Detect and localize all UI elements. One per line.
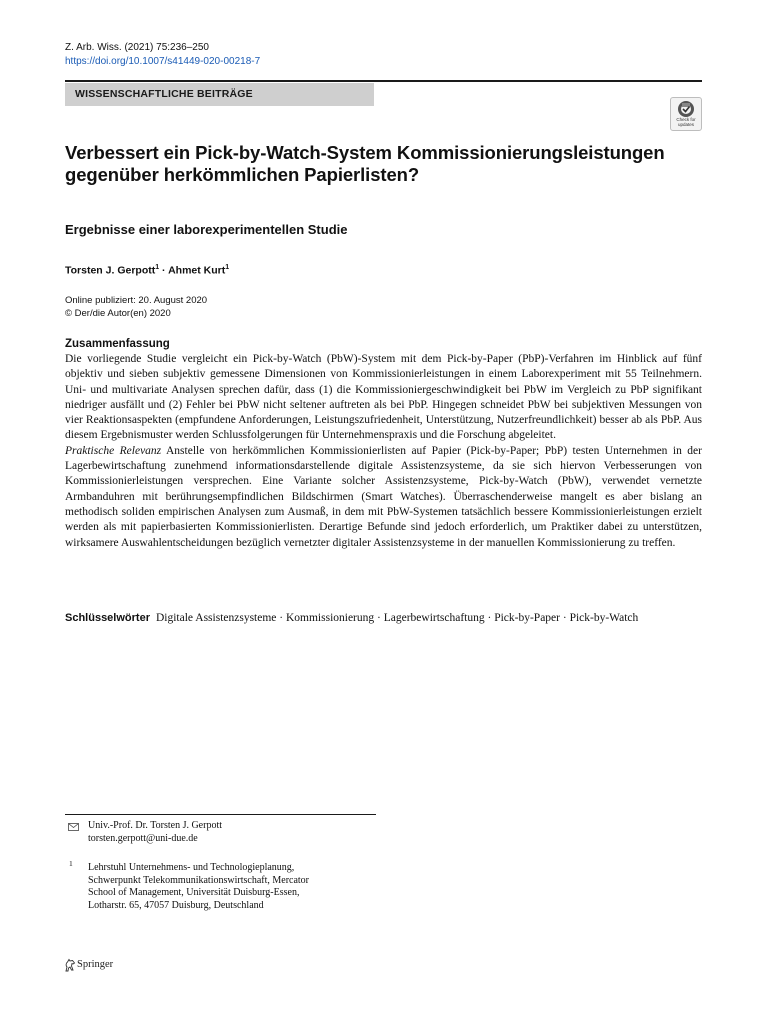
section-banner bbox=[65, 83, 374, 106]
abstract-text: Die vorliegende Studie vergleicht ein Pick-by-Watch (PbW)-System mit dem Pick-by-Paper (PbP)-Verfahren im Hinblick auf fünf objektiv und sieben subjektiv gemessene Dimensionen von Kommissionierleistungen in einem Laborexperiment mit 55 Teilnehmern. Uni- und multivariate Analysen sprechen dafür, dass (1) die Kommissioniergeschwindigkeit bei PbW im Vergleich zu PbP signifikant niedriger ausfällt und (2) Fehler bei PbW nicht seltener auftreten als bei PbP. Hingegen schneidet PbW bei subjektiven Messungen von vier Reaktionsaspekten (empfundene Anforderungen, Leistungszufriedenheit, Unterstützung, Nutzerfreundlichkeit) besser ab als PbP. Aus diesem Ergebnismuster werden Schlussfolgerungen für Unternehmenspraxis und die Forschung abgeleitet. bbox=[65, 353, 702, 442]
keywords-label: Schlüsselwörter bbox=[65, 612, 150, 624]
author-name: Torsten J. Gerpott bbox=[65, 264, 156, 277]
keywords bbox=[65, 611, 725, 626]
author-separator: · bbox=[159, 264, 169, 277]
author-list bbox=[65, 264, 229, 277]
practical-relevance-text: Anstelle von herkömmlichen Kommissionierlisten auf Papier (Pick-by-Paper; PbP) testen Unternehmen in der Lagerbewirtschaftung zunehmend informationsdarstellende digitale Assistenzsysteme, da sie sich hiervon Verbesserungen von Kommissionierleistungen versprechen. Eine Variante solcher Assistenzsysteme, Pick-by-Watch (PbW), verwendet vernetzte Armbanduhren mit berührungsempfindlichen Bildschirmen (Smart Watches). Überraschenderweise mangelt es aber bislang an methodisch soliden empirischen Analysen zum Ausmaß, in dem mit PbW-Systemen tatsächlich bessere Kommissionierleistungen erzielt werden als mit papierbasierten Kommissionierlisten. Derartige Befunde sind jedoch erforderlich, um Praktiker dabei zu unterstützen, wirksamere Auswahlentscheidungen bezüglich vernetzter digitaler Assistenzsysteme in der manuellen Kommissionierung zu treffen. bbox=[65, 444, 702, 549]
section-label: WISSENSCHAFTLICHE BEITRÄGE bbox=[75, 88, 253, 100]
author-name: Ahmet Kurt bbox=[168, 264, 226, 277]
abstract-body bbox=[65, 352, 702, 551]
doi-link[interactable]: https://doi.org/10.1007/s41449-020-00218-7 bbox=[65, 56, 261, 67]
affiliation-marker: 1 bbox=[225, 264, 230, 271]
publication-date: Online publiziert: 20. August 2020 bbox=[65, 295, 208, 306]
check-for-updates-badge[interactable] bbox=[670, 97, 702, 131]
article-subtitle: Ergebnisse einer laborexperimentellen Studie bbox=[65, 222, 348, 237]
affiliation-line: Lotharstr. 65, 47057 Duisburg, Deutschland bbox=[88, 899, 264, 911]
contact-name: Univ.-Prof. Dr. Torsten J. Gerpott bbox=[88, 820, 223, 831]
crossmark-icon bbox=[676, 100, 696, 118]
practical-relevance-label: Praktische Relevanz bbox=[65, 444, 162, 457]
publisher-name: Springer bbox=[77, 959, 114, 970]
footnote-divider bbox=[65, 814, 376, 815]
contact-email[interactable]: torsten.gerpott@uni-due.de bbox=[88, 833, 198, 844]
practical-relevance bbox=[65, 444, 702, 551]
springer-horse-icon bbox=[64, 958, 76, 972]
affiliation-line: Lehrstuhl Unternehmens- und Technologieplanung, bbox=[88, 862, 295, 873]
affiliation-line: School of Management, Universität Duisburg-Essen, bbox=[88, 887, 300, 899]
journal-reference: Z. Arb. Wiss. (2021) 75:236–250 bbox=[65, 42, 209, 53]
affiliation-line: Schwerpunkt Telekommunikationswirtschaft, Mercator bbox=[88, 874, 310, 886]
header-divider bbox=[65, 80, 702, 82]
crossmark-label: Check for updates bbox=[676, 117, 696, 127]
affiliation-marker: 1 bbox=[155, 264, 160, 271]
envelope-icon bbox=[68, 823, 79, 831]
affiliation bbox=[88, 862, 348, 912]
affiliation-number: 1 bbox=[69, 859, 73, 868]
article-title: Verbessert ein Pick-by-Watch-System Kommissionierungsleistungen gegenüber herkömmlichen Papierlisten? bbox=[65, 142, 665, 185]
copyright-notice: © Der/die Autor(en) 2020 bbox=[65, 308, 171, 319]
keywords-list: Digitale Assistenzsysteme · Kommissionierung · Lagerbewirtschaftung · Pick-by-Paper · Pick-by-Watch bbox=[155, 612, 639, 624]
abstract-heading: Zusammenfassung bbox=[65, 338, 170, 350]
